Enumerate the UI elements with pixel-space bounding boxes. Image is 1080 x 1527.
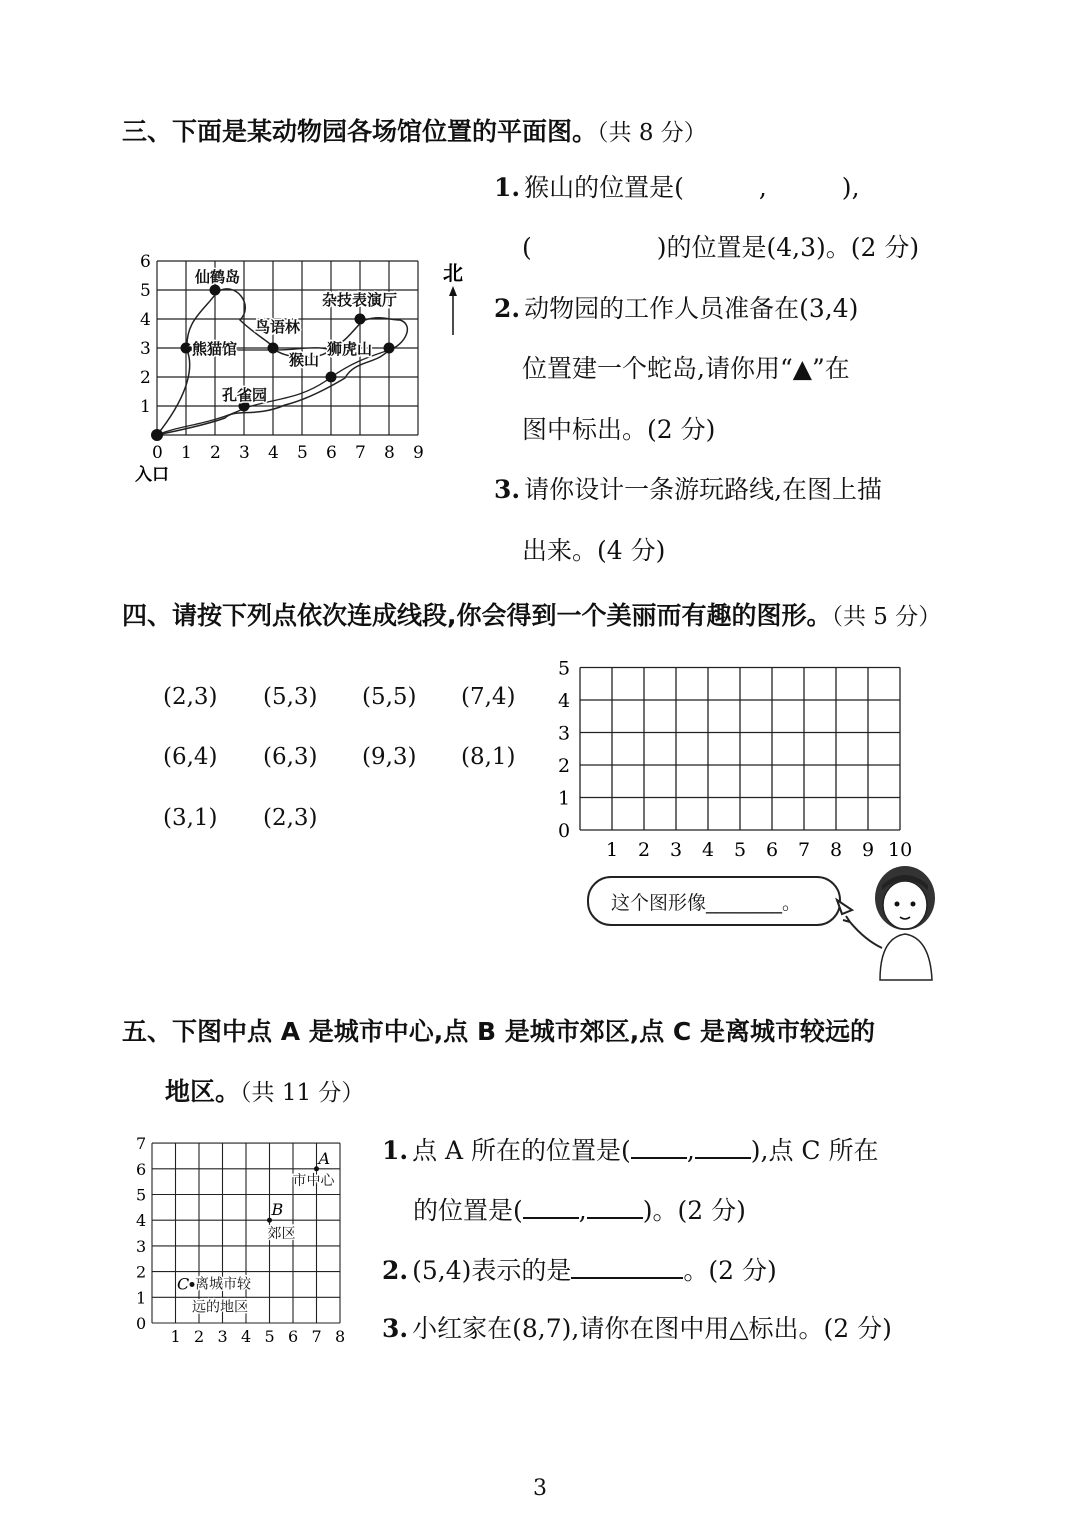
- coord-1: (2,3): [163, 684, 218, 710]
- zoo-x-tick: 9: [413, 443, 424, 463]
- grid-y-tick: 1: [558, 787, 571, 810]
- city-y-tick: 4: [136, 1211, 147, 1231]
- city-x-tick: 3: [217, 1327, 228, 1346]
- zoo-y-tick: 5: [140, 281, 151, 301]
- grid-x-tick: 5: [734, 839, 747, 861]
- page-number: 3: [533, 1476, 547, 1501]
- zoo-place-label: 孔雀园: [222, 386, 268, 404]
- zoo-place-point: [210, 285, 221, 296]
- zoo-place-point: [355, 314, 366, 325]
- city-x-tick: 1: [170, 1327, 181, 1346]
- s5-q1-line1: 1. 点 A 所在的位置是( , ),点 C 所在: [382, 1136, 879, 1165]
- girl-eye-right: [911, 902, 916, 907]
- north-arrow-head: [449, 286, 457, 296]
- s5-q1-line2: 的位置是( , )。(2 分): [413, 1196, 746, 1225]
- city-y-tick: 2: [136, 1262, 147, 1282]
- s3-q3-line1: 3. 请你设计一条游玩路线,在图上描: [494, 475, 883, 504]
- girl-face: [883, 881, 927, 929]
- point-b-name: 郊区: [267, 1226, 296, 1243]
- city-x-tick: 6: [288, 1327, 299, 1346]
- zoo-x-tick: 5: [297, 443, 308, 463]
- s3-q2-line1: 2. 动物园的工作人员准备在(3,4): [494, 294, 859, 323]
- grid-x-tick: 10: [888, 839, 913, 861]
- zoo-x-tick: 6: [326, 443, 337, 463]
- girl-eye-left: [895, 902, 900, 907]
- girl-arm: [850, 922, 882, 948]
- grid-y-tick: 4: [558, 690, 571, 712]
- grid-y-tick: 3: [558, 722, 571, 745]
- city-y-tick: 7: [136, 1135, 147, 1154]
- coord-6: (6,3): [263, 744, 318, 770]
- girl-hand: [843, 916, 850, 922]
- s3-q2-line2: 位置建一个蛇岛,请你用“▲”在: [522, 354, 850, 383]
- girl-body: [880, 934, 932, 980]
- zoo-map-paths: [157, 289, 407, 435]
- s3-q2-line3: 图中标出。(2 分): [522, 415, 716, 444]
- coord-3: (5,5): [362, 684, 417, 710]
- zoo-place-point: [326, 372, 337, 383]
- section5-heading-cont: 地区。（共 11 分）: [165, 1077, 365, 1106]
- city-map: [130, 1135, 355, 1350]
- zoo-place-label: 熊猫馆: [192, 340, 238, 358]
- coord-4: (7,4): [461, 684, 516, 710]
- s5-q3: 3. 小红家在(8,7),请你在图中用△标出。(2 分): [382, 1314, 892, 1343]
- city-x-tick: 5: [264, 1327, 275, 1346]
- city-x-tick: 7: [311, 1327, 322, 1346]
- grid-y-tick: 0: [558, 820, 571, 842]
- entrance-label: 入口: [135, 465, 169, 485]
- zoo-y-tick: 6: [140, 252, 151, 272]
- zoo-place-label: 鸟语林: [255, 318, 301, 336]
- zoo-place-point: [268, 343, 279, 354]
- point-c-name-line1: 离城市较: [195, 1276, 251, 1293]
- grid-x-tick: 2: [638, 839, 651, 861]
- plot-grid-lines: [558, 658, 912, 862]
- grid-x-tick: 1: [606, 839, 619, 861]
- city-y-tick: 6: [136, 1159, 147, 1179]
- zoo-place-point: [181, 343, 192, 354]
- zoo-map: [125, 250, 475, 490]
- zoo-x-tick: 7: [355, 443, 366, 463]
- grid-x-tick: 7: [798, 839, 811, 861]
- answer-blank-a-x[interactable]: [631, 1135, 687, 1159]
- grid-y-tick: 5: [558, 657, 571, 680]
- grid-x-tick: 9: [862, 839, 875, 861]
- point-c: [190, 1282, 195, 1287]
- s3-q1-line2: ( )的位置是(4,3)。(2 分): [522, 233, 920, 262]
- zoo-x-tick: 1: [181, 443, 192, 463]
- s5-q2: 2. (5,4)表示的是 。(2 分): [382, 1256, 777, 1285]
- point-c-label: C: [177, 1274, 190, 1294]
- zoo-place-label: 猴山: [289, 351, 320, 369]
- coord-7: (9,3): [362, 744, 417, 770]
- coord-10: (2,3): [263, 805, 318, 831]
- zoo-place-label: 狮虎山: [327, 340, 373, 358]
- point-a-name: 市中心: [292, 1172, 335, 1189]
- north-label: 北: [443, 261, 463, 285]
- zoo-x-tick: 2: [210, 443, 221, 463]
- grid-x-tick: 3: [670, 839, 683, 861]
- city-y-tick: 0: [136, 1314, 147, 1333]
- grid-x-tick: 4: [702, 839, 715, 861]
- speech-bubble: [587, 876, 841, 926]
- grid-x-tick: 8: [830, 839, 843, 861]
- answer-blank-c-x[interactable]: [523, 1195, 579, 1219]
- s3-q1-line1: 1. 猴山的位置是( , ),: [494, 173, 860, 202]
- zoo-place-point: [151, 429, 163, 441]
- zoo-place-label: 仙鹤岛: [195, 268, 241, 286]
- zoo-y-tick: 1: [140, 397, 151, 417]
- zoo-x-tick: 8: [384, 443, 395, 463]
- coord-2: (5,3): [263, 684, 318, 710]
- city-x-tick: 2: [194, 1327, 205, 1346]
- city-x-tick: 8: [335, 1327, 346, 1346]
- answer-blank-a-y[interactable]: [695, 1135, 751, 1159]
- coord-9: (3,1): [163, 805, 218, 831]
- zoo-x-tick: 0: [152, 443, 163, 463]
- city-x-tick: 4: [241, 1327, 252, 1346]
- zoo-place-label: 杂技表演厅: [322, 291, 398, 309]
- answer-blank-c-y[interactable]: [587, 1195, 643, 1219]
- point-a-label: A: [318, 1148, 331, 1168]
- section3-heading: 三、下面是某动物园各场馆位置的平面图。（共 8 分）: [122, 117, 707, 146]
- grid-y-tick: 2: [558, 755, 571, 777]
- girl-illustration: [830, 860, 945, 985]
- section5-heading: 五、下图中点 A 是城市中心,点 B 是城市郊区,点 C 是离城市较远的: [122, 1017, 875, 1046]
- zoo-x-tick: 3: [239, 443, 250, 463]
- zoo-x-tick: 4: [268, 443, 279, 463]
- coord-8: (8,1): [461, 744, 516, 770]
- section4-heading: 四、请按下列点依次连成线段,你会得到一个美丽而有趣的图形。（共 5 分）: [122, 601, 942, 630]
- bubble-tail: [837, 900, 852, 914]
- zoo-place-point: [384, 343, 395, 354]
- city-y-tick: 3: [136, 1236, 147, 1256]
- point-b-label: B: [271, 1200, 284, 1220]
- s3-q3-line2: 出来。(4 分): [522, 536, 666, 565]
- answer-blank-q2[interactable]: [571, 1255, 683, 1279]
- city-map-marks: [177, 1149, 335, 1316]
- plot-grid: [550, 650, 920, 865]
- coord-5: (6,4): [163, 744, 218, 770]
- speech-bubble-text: 这个图形像________。: [611, 892, 802, 914]
- zoo-y-tick: 4: [140, 310, 151, 330]
- zoo-y-tick: 3: [140, 339, 151, 359]
- city-y-tick: 5: [136, 1185, 147, 1205]
- zoo-map-grid: [140, 252, 424, 463]
- grid-x-tick: 6: [766, 839, 779, 861]
- city-y-tick: 1: [136, 1288, 147, 1308]
- point-c-name-line2: 远的地区: [192, 1299, 248, 1316]
- zoo-y-tick: 2: [140, 368, 151, 388]
